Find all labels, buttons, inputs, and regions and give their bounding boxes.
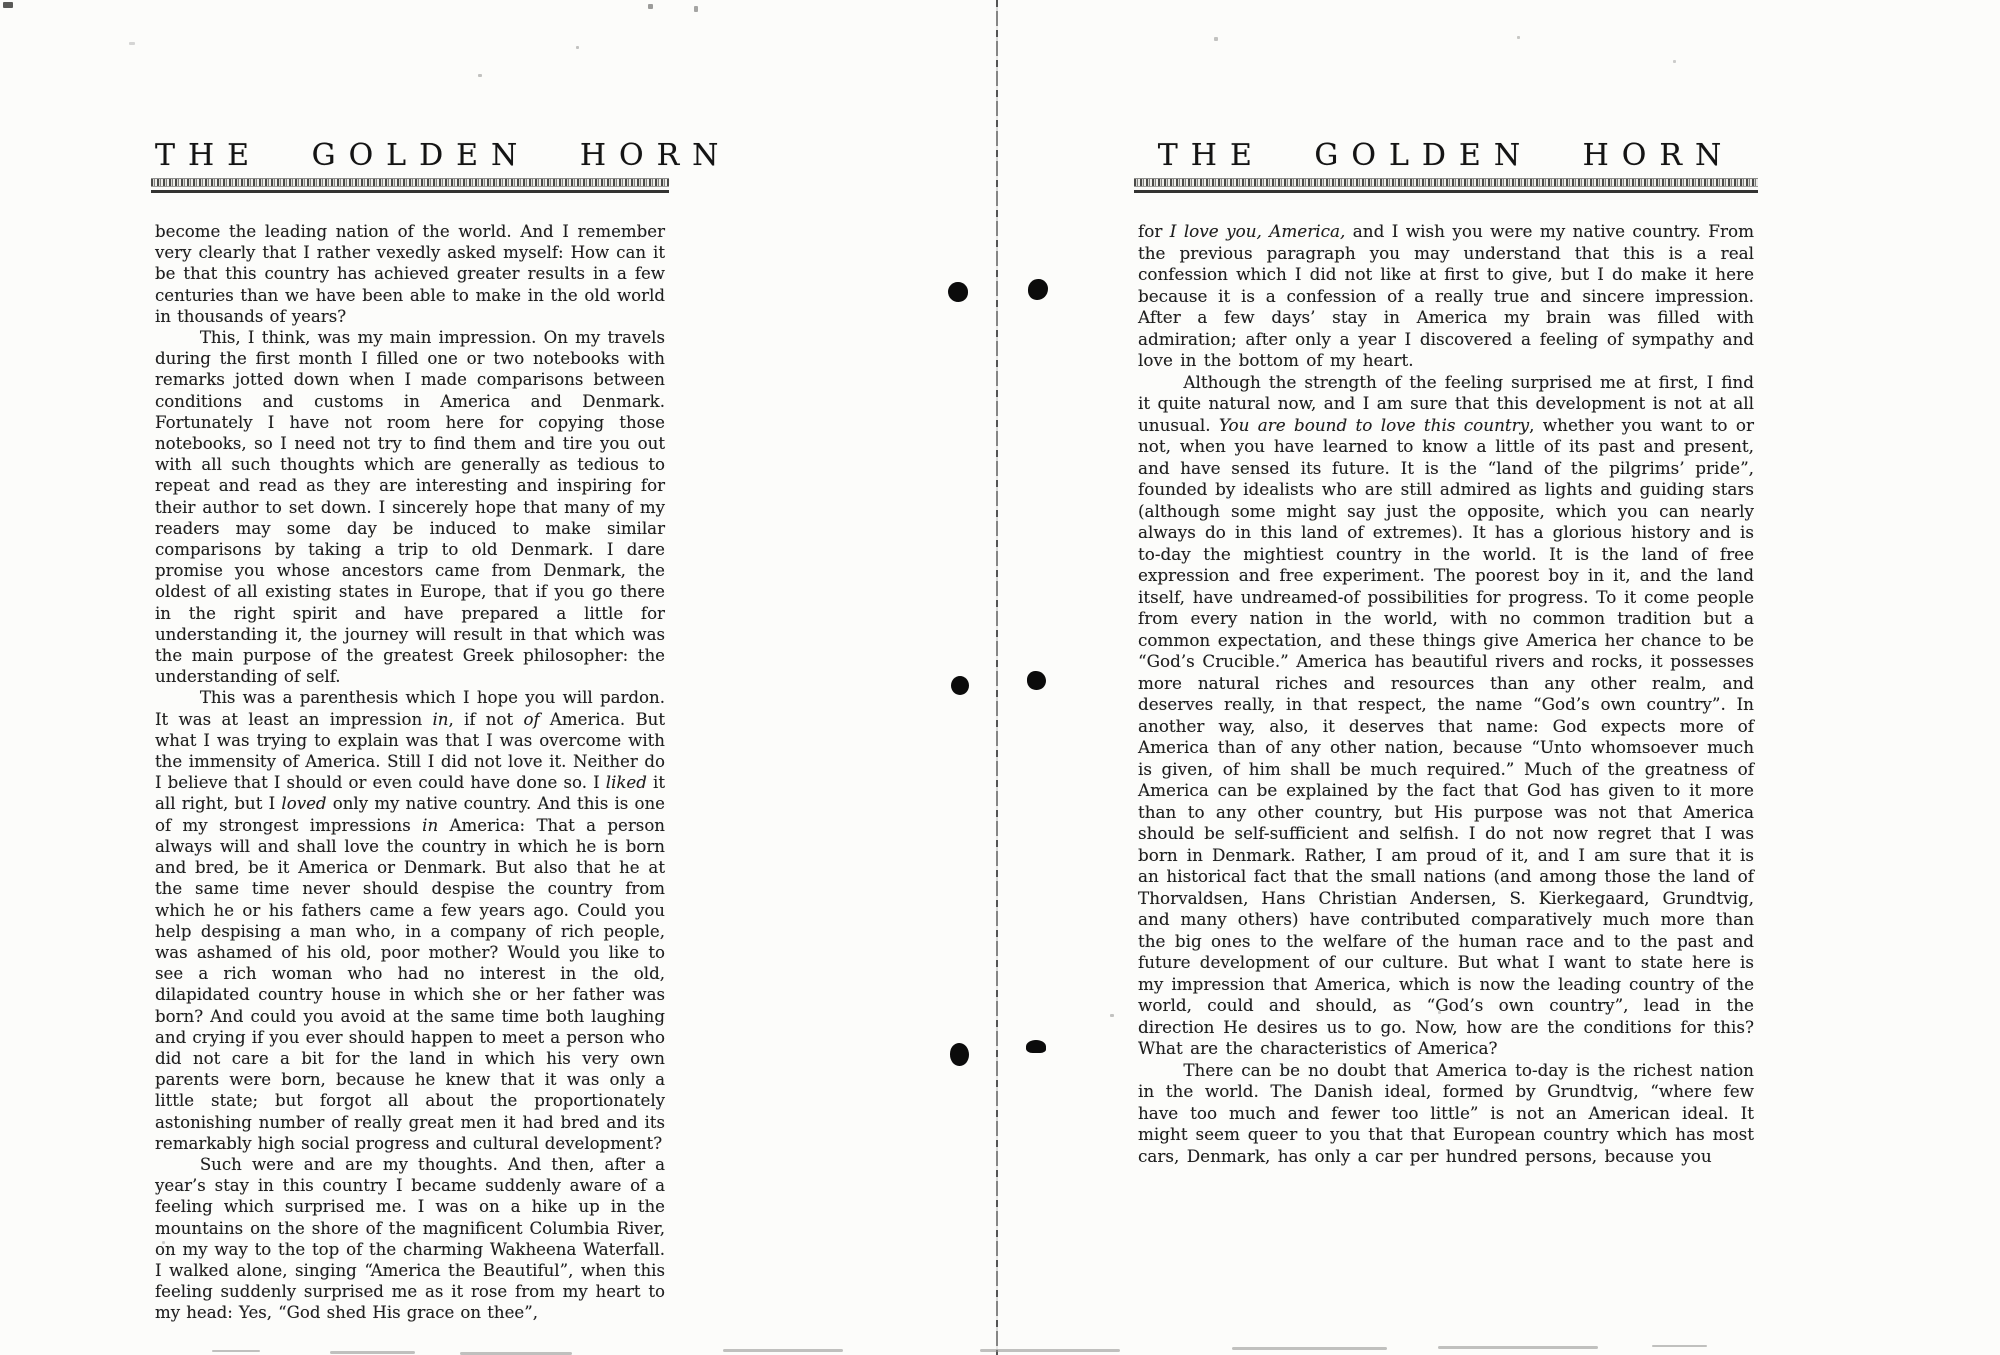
left-header-rule (151, 178, 669, 193)
scan-noise-speck (478, 74, 482, 77)
scan-noise-speck (648, 4, 653, 9)
left-page (155, 0, 732, 1355)
right-page (1138, 0, 1754, 1355)
page-edge-smudge (1438, 1346, 1598, 1349)
right-page-title: THE GOLDEN HORN (1157, 138, 1735, 173)
rule-underline (151, 190, 669, 193)
page-edge-smudge (212, 1350, 260, 1352)
page-edge-smudge (1232, 1347, 1387, 1350)
braided-rule-band (1134, 178, 1758, 187)
binding-hole-dot (951, 676, 969, 695)
paragraph: This, I think, was my main impression. On my travels during the first month I filled one or two notebooks with remarks jotted down when I made comparisons between conditions and customs in America and Denmark. Fortunately I have not room here for copying those notebooks, so I need not try to find them and tire you out with all such thoughts which are generally as tedious to repeat and read as they are interesting and inspiring for their author to set down. I sincerely hope that many of my readers may some day be induced to make similar comparisons by taking a trip to old Denmark. I dare promise you whose ancestors came from Denmark, the oldest of all existing states in Europe, that if you go there in the right spirit and have prepared a little for understanding it, the journey will result in that which was the main purpose of the greatest Greek philosopher: the understanding of self. (155, 328, 665, 687)
scan-noise-speck (3, 2, 13, 8)
scan-noise-speck (1110, 1014, 1114, 1017)
binding-hole-dot (1027, 671, 1046, 690)
right-header-rule (1134, 178, 1758, 193)
braided-rule-band (151, 178, 669, 187)
paragraph: Such were and are my thoughts. And then, after a year’s stay in this country I became suddenly aware of a feeling which surprised me. I was on a hike up in the mountains on the shore of the magnificent Columbia River, on my way to the top of the charming Wakheena Waterfall. I walked alone, singing “America the Beautiful”, when this feeling suddenly surprised me as it rose from my heart to my head: Yes, “God shed His grace on thee”, (155, 1154, 665, 1323)
scan-noise-speck (1673, 60, 1676, 63)
paragraph: become the leading nation of the world. And I remember very clearly that I rather vexedly asked myself: How can it be that this country has achieved greater results in a few centuries than we have been able to make in the old world in thousands of years? (155, 222, 665, 326)
scan-noise-speck (1214, 37, 1218, 41)
page-edge-smudge (980, 1349, 1120, 1352)
page-fold-line (996, 0, 998, 1355)
scan-noise-speck (1438, 1011, 1441, 1014)
page-edge-smudge (330, 1351, 415, 1354)
binding-hole-dot (1026, 1040, 1046, 1053)
right-page-text (1138, 221, 1754, 1167)
paragraph: Although the strength of the feeling surprised me at first, I find it quite natural now, and I am sure that this development is not at all unusual. You are bound to love this country, whether you want to or not, when you have learned to know a little of its past and present, and have sensed its future. It is the “land of the pilgrims’ pride”, founded by idealists who are still admired as lights and guiding stars (although some might say just the opposite, which you can nearly always do in this land of extremes). It has a glorious history and is to-day the mightiest country in the world. It is the land of free expression and free experiment. The poorest boy in it, and the land itself, have undreamed-of possibilities for progress. To it come people from every nation in the world, with no common tradition but a common expectation, and these things give America her chance to be “God’s Crucible.” America has beautiful rivers and rocks, it possesses more natural riches and resources than any other realm, and deserves really, in that respect, the name “God’s own country”. In another way, also, it deserves that name: God expects more of America than of any other nation, because “Unto whomsoever much is given, of him shall be much required.” Much of the greatness of America can be explained by the fact that God has given to it more than to any other country, but His purpose was not that America should be self-sufficient and selfish. I do not now regret that I was born in Denmark. Rather, I am proud of it, and I am sure that it is an historical fact that the small nations (and among those the land of Thorvaldsen, Hans Christian Andersen, S. Kierkegaard, Grundtvig, and many others) have contributed comparatively much more than the big ones to the welfare of the human race and to the past and future development of our culture. But what I want to state here is my impression that America, which is now the leading country of the world, could and should, as “God’s own country”, lead in the direction He desires us to go. Now, how are the conditions for this? What are the characteristics of America? (1138, 371, 1754, 1058)
rule-underline (1134, 190, 1758, 193)
left-page-title: THE GOLDEN HORN (155, 138, 732, 173)
paragraph: There can be no doubt that America to-day is the richest nation in the world. The Danish ideal, formed by Grundtvig, “where few have too much and fewer too little” is not an American ideal. It might seem queer to you that that European country which has most cars, Denmark, has only a car per hundred persons, because you (1138, 1059, 1754, 1166)
scan-noise-speck (1517, 36, 1520, 39)
binding-hole-dot (950, 1043, 969, 1066)
scan-noise-speck (162, 1241, 165, 1244)
page-edge-smudge (723, 1349, 843, 1352)
page-edge-smudge (1652, 1345, 1707, 1347)
scan-noise-speck (129, 42, 135, 45)
left-page-text (155, 221, 665, 1324)
binding-hole-dot (948, 282, 968, 302)
binding-hole-dot (1028, 279, 1048, 300)
scan-noise-speck (576, 46, 579, 49)
paragraph: This was a parenthesis which I hope you will pardon. It was at least an impression in, if not of America. But what I was trying to explain was that I was overcome with the immensity of America. Still I did not love it. Neither do I believe that I should or even could have done so. I liked it all right, but I loved only my native country. And this is one of my strongest impressions in America: That a person always will and shall love the country in which he is born and bred, be it America or Denmark. But also that he at the same time never should despise the country from which he or his fathers came a few years ago. Could you help despising a man who, in a company of rich people, was ashamed of his old, poor mother? Would you like to see a rich woman who had no interest in the old, dilapidated country house in which she or her father was born? And could you avoid at the same time both laughing and crying if you ever should happen to meet a person who did not care a bit for the land in which his very own parents were born, because he knew that it was only a little state; but forgot all about the proportionately astonishing number of really great men it had bred and its remarkably high social progress and cultural development? (155, 688, 665, 1153)
paragraph: for I love you, America, and I wish you were my native country. From the previous paragraph you may understand that this is a real confession which I did not like at first to give, but I do make it here because it is a confession of a really true and sincere impression. After a few days’ stay in America my brain was filled with admiration; after only a year I discovered a feeling of sympathy and love in the bottom of my heart. (1138, 221, 1754, 370)
scan-noise-speck (694, 6, 698, 12)
